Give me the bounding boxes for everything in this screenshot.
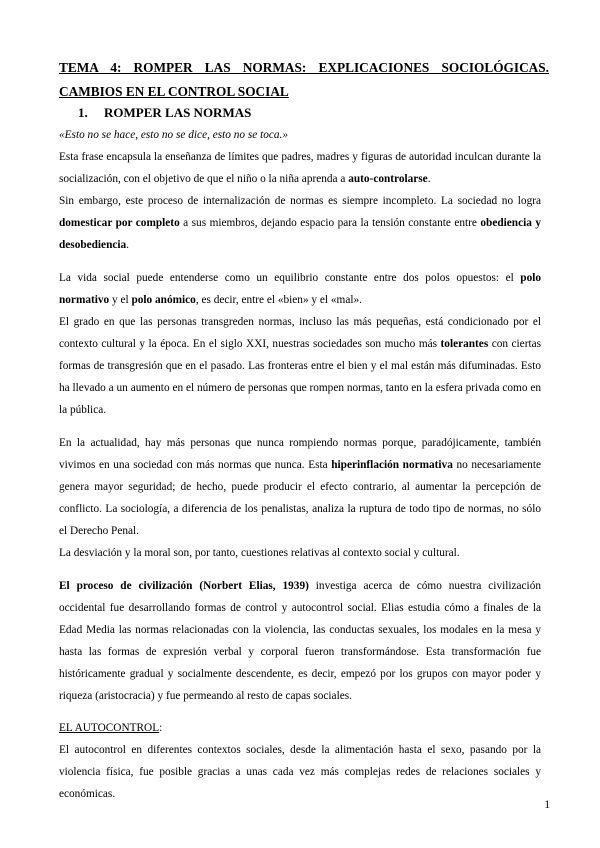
subheading-autocontrol (59, 717, 541, 739)
paragraph-3-text-a: La vida social puede entenderse como un equilibrio constante entre dos polos opuestos: el (59, 272, 521, 284)
page-number: 1 (544, 799, 550, 811)
paragraph-3-bold-1: polo normativo (59, 272, 541, 306)
paragraph-6: La desviación y la moral son, por tanto, cuestiones relativas al contexto social y cultural. (59, 547, 460, 559)
paragraph-5-bold: hiperinflación normativa (331, 459, 453, 471)
paragraph-3 (59, 267, 541, 311)
paragraph-2 (59, 190, 541, 256)
paragraph-2-text-e: . (126, 239, 129, 251)
paragraph-5-text-c: no necesariamente genera mayor seguridad; de hecho, puede producir el efecto contrario, al aumentar la percepción de conflicto. La sociología, a diferencia de los penalistas, analiza la ruptura de todo tipo de normas, no sólo el Derecho Penal. (59, 459, 541, 537)
section-heading-text: ROMPER LAS NORMAS (104, 105, 252, 120)
paragraph-3-text-e: , es decir, entre el «bien» y el «mal». (195, 294, 362, 306)
paragraph-5-text-a: En la actualidad, hay más personas que nunca rompiendo normas porque, paradójicamente, también vivimos en una sociedad con más normas que nunca. Esta (59, 437, 541, 471)
paragraph-1-bold: auto-controlarse (348, 173, 428, 185)
quote-paragraph: «Esto no se hace, esto no se dice, esto no se toca.» (59, 129, 289, 141)
paragraph-4-text-a: El grado en que las personas transgreden normas, incluso las más pequeñas, está condicionado por el contexto cultural y la época. En el siglo XXI, nuestras sociedades son mucho más (59, 316, 541, 350)
paragraph-4-text-c: con ciertas formas de transgresión que en el pasado. Las fronteras entre el bien y el mal están más difuminadas. Esto ha llevado a un aumento en el número de personas que rompen normas, tanto en la esfera privada como en la pública. (59, 338, 542, 416)
section-number: 1. (78, 105, 88, 120)
paragraph-1-text-c: . (427, 173, 431, 185)
paragraph-7 (59, 575, 541, 707)
paragraph-7-text-b: investiga acerca de cómo nuestra civilización occidental fue desarrollando formas de control y autocontrol social. Elias estudia cómo a finales de la Edad Media las normas relacionadas con la violencia, las conductas sexuales, los modales en la mesa y hasta las formas de expresión verbal y corporal fueron transformándose. Esta transformación fue históricamente gradual y socialmente descendente, es decir, empezó por los grupos con mayor poder y riqueza (aristocracia) y fue permeando al resto de capas sociales. (59, 580, 541, 702)
paragraph-4-bold: tolerantes (440, 338, 489, 350)
paragraph-3-text-c: y el (109, 294, 132, 306)
subheading-text: EL AUTOCONTROL (59, 722, 160, 734)
section-heading (78, 102, 548, 124)
paragraph-1-text-a: Esta frase encapsula la enseñanza de límites que padres, madres y figuras de autoridad inculcan durante la socialización, con el objetivo de que el niño o la niña aprenda a (59, 151, 541, 185)
paragraph-2-bold-1: domesticar por completo (59, 217, 180, 229)
paragraph-2-text-a: Sin embargo, este proceso de internalización de normas es siempre incompleto. La sociedad no logra (59, 195, 541, 207)
subheading-colon: : (159, 722, 163, 734)
paragraph-7-bold: El proceso de civilización (Norbert Elias, 1939) (59, 580, 309, 592)
document-title: TEMA 4: ROMPER LAS NORMAS: EXPLICACIONES SOCIOLÓGICAS. CAMBIOS EN EL CONTROL SOCIAL (59, 60, 549, 99)
paragraph-5 (59, 432, 541, 542)
paragraph-2-bold-2: obediencia y desobediencia (59, 217, 541, 251)
paragraph-1 (59, 146, 541, 190)
paragraph-3-bold-2: polo anómico (131, 294, 196, 306)
paragraph-2-text-c: a sus miembros, dejando espacio para la tensión constante entre (179, 217, 481, 229)
paragraph-8: El autocontrol en diferentes contextos sociales, desde la alimentación hasta el sexo, pasando por la violencia física, fue posible gracias a unas cada vez más complejas redes de relaciones sociales y económicas. (59, 744, 541, 800)
paragraph-4 (59, 311, 541, 421)
document-body (59, 124, 541, 805)
